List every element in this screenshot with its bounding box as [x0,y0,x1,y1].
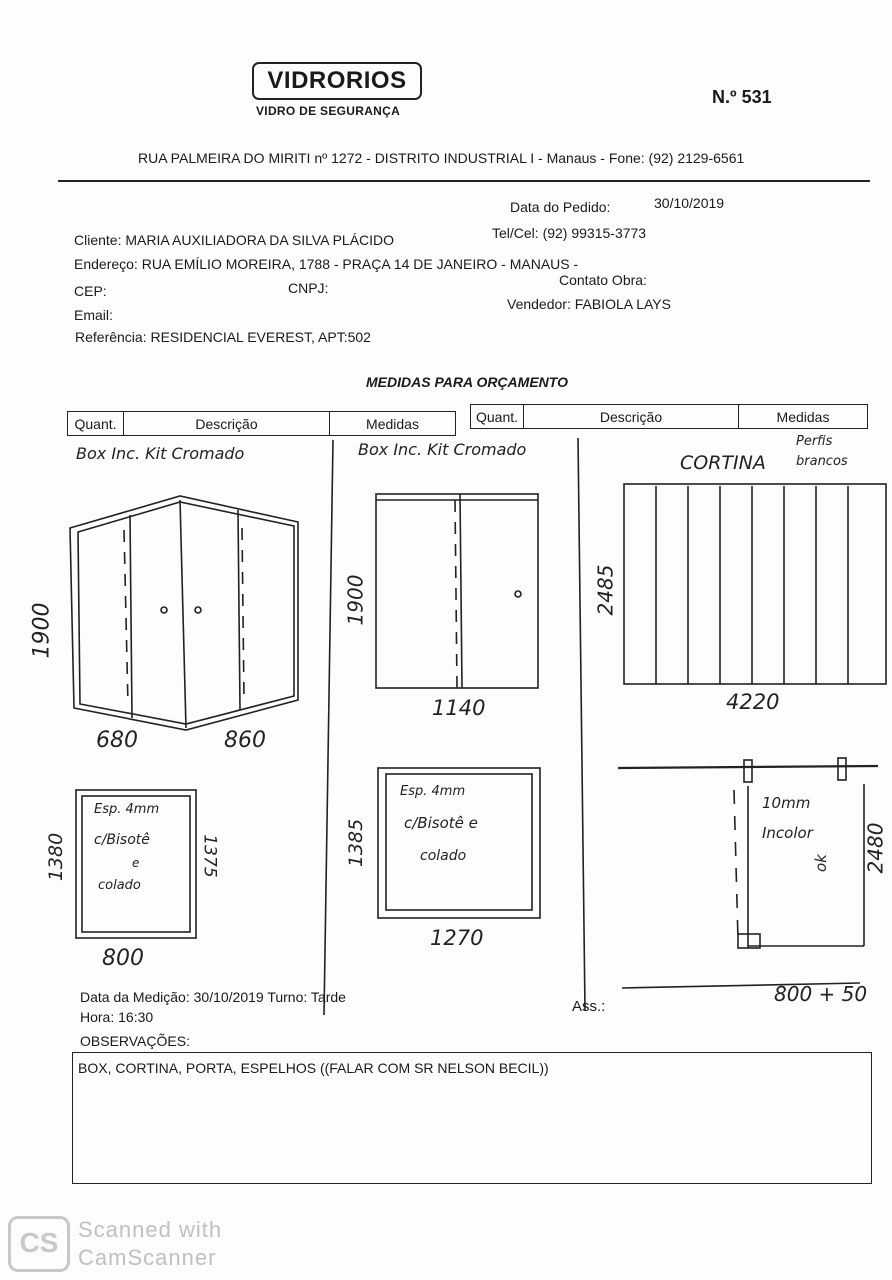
cortina-drawing [624,484,886,684]
door-drawing [618,758,878,948]
column-divider-1 [324,440,333,1015]
box2-drawing [376,494,538,688]
hora-field: Hora: 16:30 [80,1009,154,1025]
cortina-height: 2485 [593,564,618,616]
referencia-field: Referência: RESIDENCIAL EVEREST, APT:502 [75,329,371,345]
mirror2-note-2: c/Bisotê e [404,814,478,832]
observacoes-text: BOX, CORTINA, PORTA, ESPELHOS ((FALAR COM SR NELSON BECIL)) [78,1060,549,1076]
box1-drawing [70,496,298,730]
mirror1-note-1: Esp. 4mm [94,802,160,817]
header-descricao: Descrição [124,412,330,436]
mirror1-width: 800 [102,946,144,971]
box1-width-1: 680 [96,728,138,753]
header-medidas: Medidas [330,412,456,436]
cnpj-field: CNPJ: [288,280,329,296]
data-pedido-value: 30/10/2019 [654,195,725,211]
door-height: 2480 [863,822,888,874]
box1-width-2: 860 [224,728,266,753]
vendedor-field: Vendedor: FABIOLA LAYS [507,296,671,312]
cep-field: CEP: [74,283,107,299]
header-medidas: Medidas [739,405,868,429]
section-title: MEDIDAS PARA ORÇAMENTO [366,374,568,390]
door-note-3: ok [811,854,830,872]
company-logo: VIDRORIOS [252,62,422,100]
company-address: RUA PALMEIRA DO MIRITI nº 1272 - DISTRITO INDUSTRIAL I - Manaus - Fone: (92) 2129-6561 [138,150,745,166]
mirror2-height: 1385 [345,818,368,868]
contato-obra-field: Contato Obra: [559,272,647,288]
box1-height: 1900 [29,602,55,659]
mirror1-note-3: e [132,856,140,870]
email-field: Email: [74,307,113,323]
mirror2-width: 1270 [430,926,484,950]
header-descricao: Descrição [524,405,739,429]
watermark-line-1: Scanned with [78,1217,223,1242]
company-tagline: VIDRO DE SEGURANÇA [256,104,401,118]
observacoes-label: OBSERVAÇÕES: [80,1033,190,1049]
door-note-1: 10mm [762,794,811,812]
col3-title: CORTINA [680,452,766,474]
telcel-field: Tel/Cel: (92) 99315-3773 [492,225,647,241]
col3-note: Perfis brancos [796,434,848,469]
mirror1-height-left: 1380 [45,832,68,882]
cortina-width: 4220 [726,690,780,714]
assinatura-label: Ass.: [572,998,606,1015]
mirror2-note-3: colado [420,848,467,864]
camscanner-logo: CS [8,1216,70,1272]
door-width: 800 + 50 [774,982,868,1006]
data-medicao: Data da Medição: 30/10/2019 Turno: Tarde [80,989,346,1005]
mirror1-height-right: 1375 [199,834,220,878]
col1-title: Box Inc. Kit Cromado [76,444,245,463]
data-pedido-label: Data do Pedido: [510,199,611,215]
cliente-field: Cliente: MARIA AUXILIADORA DA SILVA PLÁCIDO [74,232,395,248]
box2-width: 1140 [432,696,486,720]
camscanner-watermark [78,1216,222,1272]
header-quant: Quant. [68,412,124,436]
mirror1-note-2: c/Bisotê [94,832,150,848]
box2-height: 1900 [343,574,368,626]
endereco-field: Endereço: RUA EMÍLIO MOREIRA, 1788 - PRAÇA 14 DE JANEIRO - MANAUS - [74,256,579,272]
order-number: N.º 531 [712,87,772,107]
door-note-2: Incolor [762,824,813,842]
watermark-line-2: CamScanner [78,1245,217,1270]
column-divider-2 [578,438,585,1010]
mirror2-note-1: Esp. 4mm [400,784,466,799]
col2-title: Box Inc. Kit Cromado [358,440,527,459]
mirror1-note-4: colado [98,878,141,893]
header-quant: Quant. [471,405,524,429]
